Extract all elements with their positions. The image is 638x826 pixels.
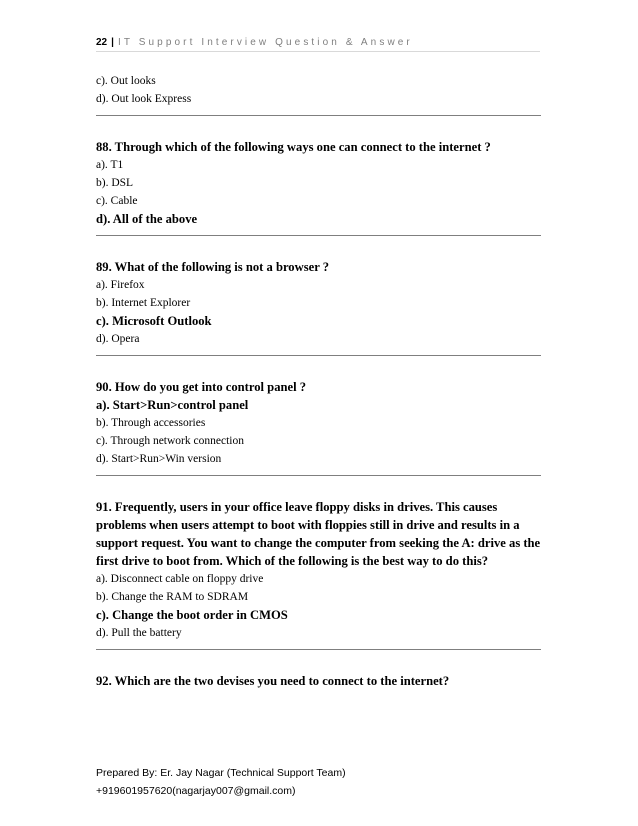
footer-author: Prepared By: Er. Jay Nagar (Technical Support Team)	[96, 767, 346, 779]
question-text: 91. Frequently, users in your office leave floppy disks in drives. This causes problems when users attempt to boot with floppies still in drive and results in a support request. You want to change the computer from seeking the A: drive as the first drive to boot from. Which of the following is the best way to do this?	[96, 500, 541, 568]
answer-option: b). Through accessories	[96, 417, 206, 429]
answer-option-correct: c). Change the boot order in CMOS	[96, 608, 288, 622]
answer-option: a). Firefox	[96, 279, 145, 291]
answer-option-correct: d). All of the above	[96, 212, 198, 226]
answer-option: b). DSL	[96, 177, 134, 189]
page-footer	[96, 764, 540, 800]
answer-option: c). Out looks	[96, 75, 156, 87]
question-list	[96, 72, 541, 690]
block-gap	[96, 476, 541, 498]
answer-option: d). Out look Express	[96, 93, 192, 105]
page-number: 22	[96, 37, 108, 48]
block-gap	[96, 356, 541, 378]
answer-option: d). Pull the battery	[96, 627, 182, 639]
header-rule	[96, 51, 540, 52]
footer-contact: +919601957620(nagarjay007@gmail.com)	[96, 785, 296, 797]
question-block	[96, 650, 541, 690]
answer-option: b). Change the RAM to SDRAM	[96, 591, 249, 603]
question-block	[96, 476, 541, 650]
question-block	[96, 116, 541, 236]
block-gap	[96, 116, 541, 138]
answer-option-correct: a). Start>Run>control panel	[96, 398, 249, 412]
question-block	[96, 356, 541, 476]
answer-option: a). T1	[96, 159, 124, 171]
answer-option: c). Cable	[96, 195, 138, 207]
block-gap	[96, 236, 541, 258]
answer-option: b). Internet Explorer	[96, 297, 191, 309]
question-text: 92. Which are the two devises you need to connect to the internet?	[96, 674, 450, 688]
question-block	[96, 236, 541, 356]
question-text: 88. Through which of the following ways one can connect to the internet ?	[96, 140, 491, 154]
answer-option: a). Disconnect cable on floppy drive	[96, 573, 264, 585]
answer-option: c). Through network connection	[96, 435, 244, 447]
page-header	[96, 36, 540, 50]
answer-option-correct: c). Microsoft Outlook	[96, 314, 212, 328]
question-block	[96, 72, 541, 116]
question-text: 90. How do you get into control panel ?	[96, 380, 307, 394]
question-text: 89. What of the following is not a browser ?	[96, 260, 329, 274]
answer-option: d). Opera	[96, 333, 140, 345]
header-separator: |	[111, 37, 114, 48]
block-gap	[96, 650, 541, 672]
answer-option: d). Start>Run>Win version	[96, 453, 222, 465]
header-title: IT Support Interview Question & Answer	[117, 37, 413, 48]
